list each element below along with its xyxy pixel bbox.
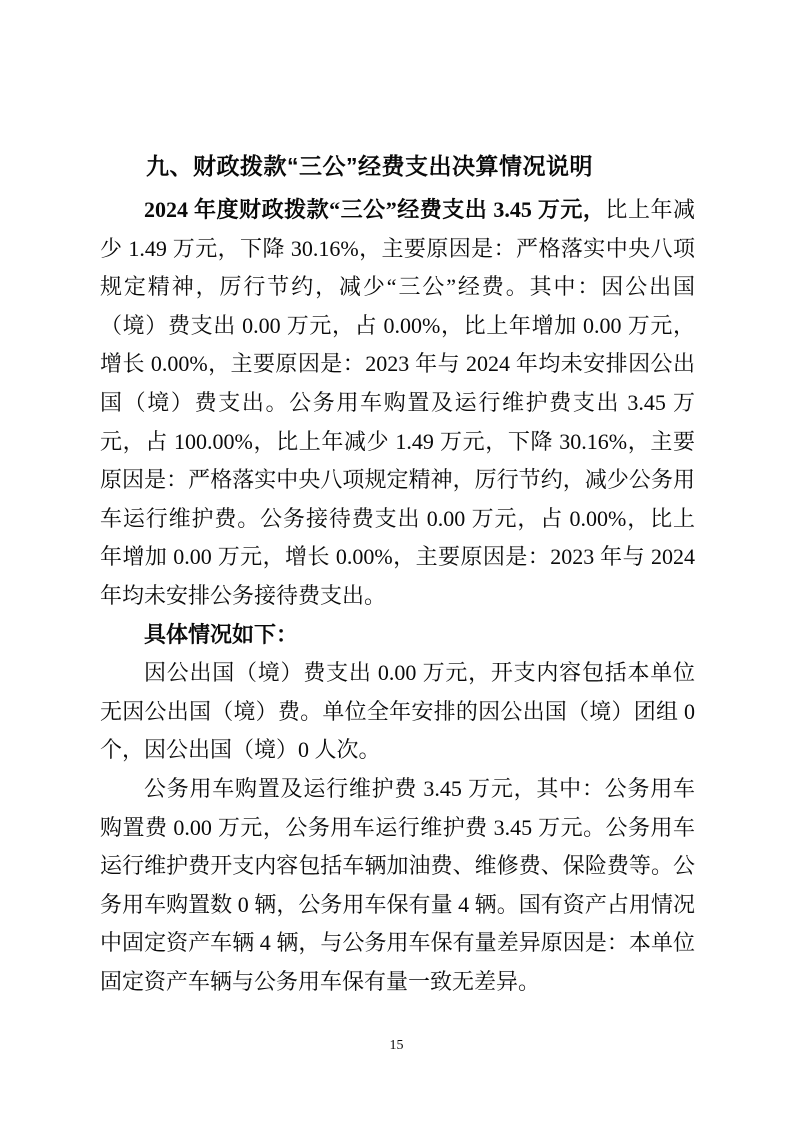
paragraph-vehicle-expense: 公务用车购置及运行维护费 3.45 万元，其中：公务用车购置费 0.00 万元，公务用车运行维护费 3.45 万元。公务用车运行维护费开支内容包括车辆加油费、维修费、保险费等。公务用车购置数 0 辆，公务用车保有量 4 辆。国有资产占用情况中固定资产车辆 4 辆，与公务用车保有量差异原因是：本单位固定资产车辆与公务用车保有量一致无差异。 — [100, 775, 695, 994]
subheading-details: 具体情况如下： — [144, 621, 299, 647]
document-body — [100, 147, 695, 1001]
paragraph-summary — [100, 191, 695, 616]
page-number: 15 — [389, 1038, 404, 1053]
paragraph-summary-lead: 2024 年度财政拨款“三公”经费支出 3.45 万元， — [144, 197, 606, 222]
paragraph-summary-rest: 比上年减少 1.49 万元，下降 30.16%，主要原因是：严格落实中央八项规定精神，厉行节约，减少“三公”经费。其中：因公出国（境）费支出 0.00 万元，占 0.00%，比上年增加 0.00 万元，增长 0.00%，主要原因是：2023 年与 2024 年均未安排因公出国（境）费支出。公务用车购置及运行维护费支出 3.45 万元，占 100.00%，比上年减少 1.49 万元，下降 30.16%，主要原因是：严格落实中央八项规定精神，厉行节约，减少公务用车运行维护费。公务接待费支出 0.00 万元，占 0.00%，比上年增加 0.00 万元，增长 0.00%，主要原因是：2023 年与 2024 年均未安排公务接待费支出。 — [100, 197, 695, 608]
section-heading: 九、财政拨款“三公”经费支出决算情况说明 — [146, 153, 593, 179]
paragraph-abroad-expense: 因公出国（境）费支出 0.00 万元，开支内容包括本单位无因公出国（境）费。单位全年安排的因公出国（境）团组 0 个，因公出国（境）0 人次。 — [100, 660, 695, 763]
